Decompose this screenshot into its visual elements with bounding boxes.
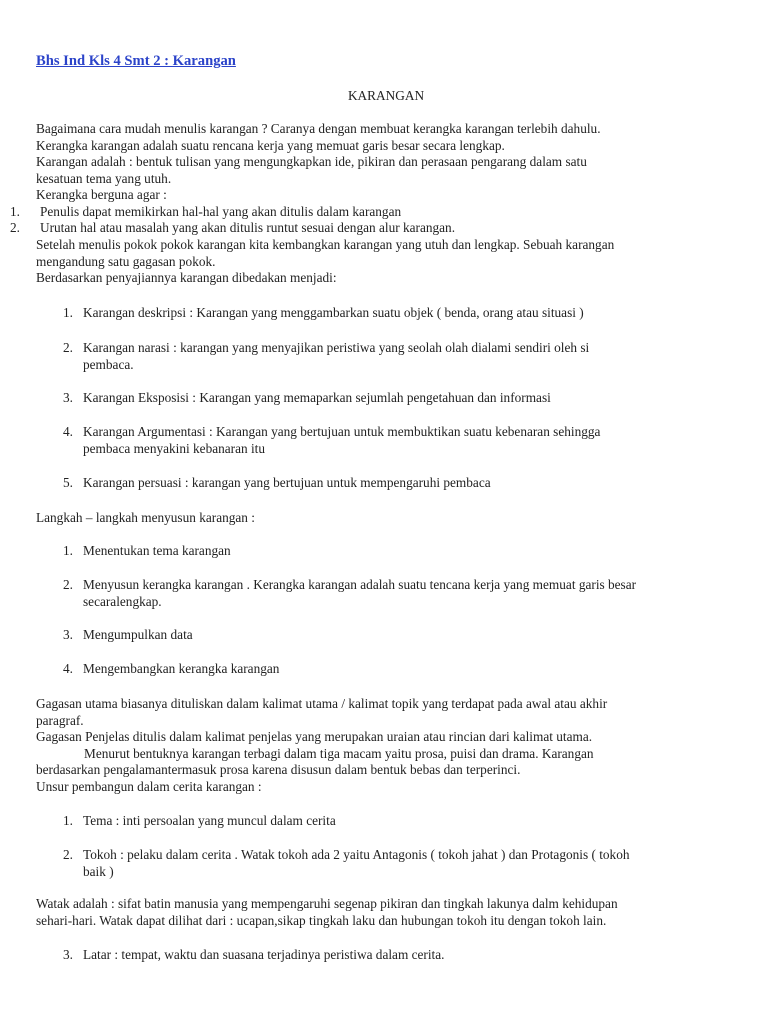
- text-line: Watak adalah : sifat batin manusia yang mempengaruhi segenap pikiran dan tingkah lakunya dalm kehidupan: [36, 896, 618, 911]
- list-text: pembaca menyakini kebanaran itu: [83, 440, 266, 456]
- list-number: 3.: [63, 947, 73, 962]
- gagasan-paragraph: [36, 696, 736, 796]
- list-text: Karangan Eksposisi : Karangan yang memaparkan sejumlah pengetahuan dan informasi: [83, 390, 551, 405]
- list-number: 1.: [63, 305, 73, 320]
- text-line: mengandung satu gagasan pokok.: [36, 253, 216, 269]
- text-line: sehari-hari. Watak dapat dilihat dari : ucapan,sikap tingkah laku dan hubungan tokoh itu dengan tokoh lain.: [36, 912, 607, 928]
- text-line: Menurut bentuknya karangan terbagi dalam tiga macam yaitu prosa, puisi dan drama. Karangan: [84, 745, 594, 761]
- list-text: Mengumpulkan data: [83, 627, 193, 642]
- list-text: Karangan Argumentasi : Karangan yang bertujuan untuk membuktikan suatu kebenaran sehingga: [83, 424, 601, 439]
- text-line: Kerangka karangan adalah suatu rencana kerja yang memuat garis besar secara lengkap.: [36, 137, 505, 153]
- text-line: Karangan adalah : bentuk tulisan yang mengungkapkan ide, pikiran dan perasaan pengarang dalam satu: [36, 154, 587, 170]
- list-number: 2.: [10, 220, 20, 235]
- text-line: paragraf.: [36, 712, 84, 728]
- document-title-link[interactable]: Bhs Ind Kls 4 Smt 2 : Karangan: [36, 53, 236, 69]
- list-text: Karangan narasi : karangan yang menyajikan peristiwa yang seolah olah dialami sendiri oleh si: [83, 340, 590, 355]
- list-text: baik ): [83, 863, 114, 879]
- text-line: Gagasan utama biasanya dituliskan dalam kalimat utama / kalimat topik yang terdapat pada awal atau akhir: [36, 696, 608, 711]
- list-number: 2.: [63, 577, 73, 592]
- list-number: 1.: [63, 813, 73, 828]
- list-text: Tema : inti persoalan yang muncul dalam cerita: [83, 813, 336, 828]
- text-line: Unsur pembangun dalam cerita karangan :: [36, 778, 262, 794]
- watak-paragraph: [36, 896, 736, 929]
- list-text: Latar : tempat, waktu dan suasana terjadinya peristiwa dalam cerita.: [83, 947, 445, 962]
- langkah-heading: [36, 510, 736, 527]
- text-line: Kerangka berguna agar :: [36, 187, 167, 203]
- text-line: Setelah menulis pokok pokok karangan kita kembangkan karangan yang utuh dan lengkap. Sebuah karangan: [36, 237, 615, 252]
- list-text: Tokoh : pelaku dalam cerita . Watak tokoh ada 2 yaitu Antagonis ( tokoh jahat ) dan Protagonis ( tokoh: [83, 847, 630, 862]
- text-line: Langkah – langkah menyusun karangan :: [36, 510, 255, 525]
- list-number: 4.: [63, 424, 73, 439]
- list-text: Karangan deskripsi : Karangan yang menggambarkan suatu objek ( benda, orang atau situasi ): [83, 305, 584, 320]
- list-number: 1.: [63, 543, 73, 558]
- list-text: Menentukan tema karangan: [83, 543, 231, 558]
- list-number: 5.: [63, 475, 73, 490]
- list-number: 2.: [63, 847, 73, 862]
- text-line: Berdasarkan penyajiannya karangan dibedakan menjadi:: [36, 270, 337, 286]
- list-number: 1.: [10, 204, 20, 219]
- list-text: Urutan hal atau masalah yang akan ditulis runtut sesuai dengan alur karangan.: [40, 220, 456, 235]
- text-line: Bagaimana cara mudah menulis karangan ? Caranya dengan membuat kerangka karangan terlebih dahulu.: [36, 121, 601, 136]
- list-number: 3.: [63, 390, 73, 405]
- list-number: 4.: [63, 661, 73, 676]
- list-number: 3.: [63, 627, 73, 642]
- section-heading: KARANGAN: [347, 88, 425, 103]
- list-text: secaralengkap.: [83, 593, 162, 609]
- list-text: Penulis dapat memikirkan hal-hal yang akan ditulis dalam karangan: [40, 204, 402, 219]
- text-line: berdasarkan pengalamantermasuk prosa karena disusun dalam bentuk bebas dan terperinci.: [36, 762, 521, 778]
- list-text: Menyusun kerangka karangan . Kerangka karangan adalah suatu tencana kerja yang memuat garis besar: [83, 577, 637, 592]
- list-text: Mengembangkan kerangka karangan: [83, 661, 280, 676]
- list-text: Karangan persuasi : karangan yang bertujuan untuk mempengaruhi pembaca: [83, 475, 491, 490]
- list-text: pembaca.: [83, 356, 134, 372]
- text-line: Gagasan Penjelas ditulis dalam kalimat penjelas yang merupakan uraian atau rincian dari kalimat utama.: [36, 729, 593, 745]
- text-line: kesatuan tema yang utuh.: [36, 170, 172, 186]
- after-paragraph: [36, 237, 736, 287]
- list-number: 2.: [63, 340, 73, 355]
- intro-paragraph: [36, 121, 736, 204]
